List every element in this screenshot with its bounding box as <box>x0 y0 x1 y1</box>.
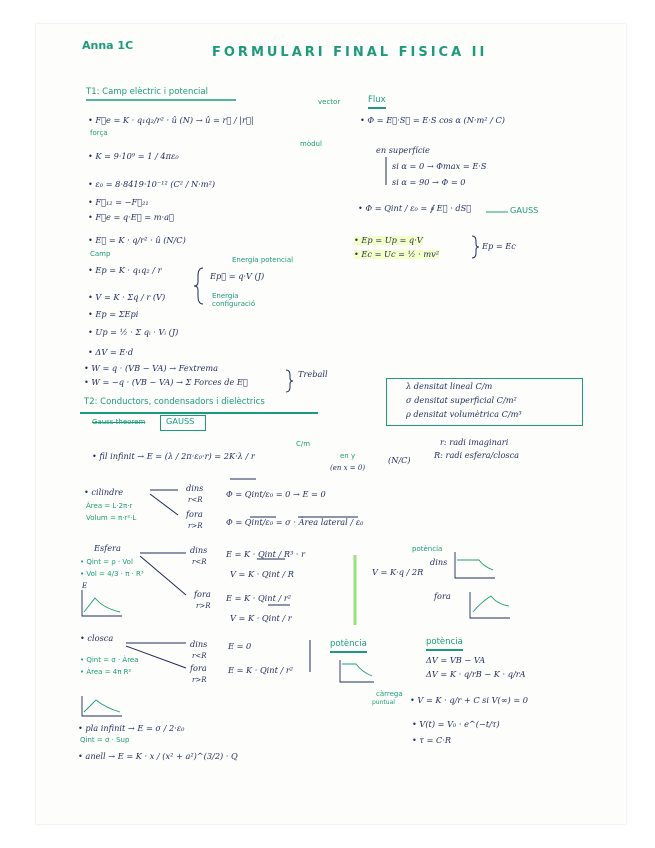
clos-dins-r: r<R <box>192 652 207 660</box>
v-center: V = K·q / 2R <box>372 567 424 577</box>
energia-config-note: Energia configuració <box>212 292 256 309</box>
esf-pot-fora: fora <box>434 591 451 601</box>
puntual-note: puntual <box>372 699 395 706</box>
potencial-sum: • V = K · Σq / r (V) <box>88 292 166 302</box>
ep-qv: Ep⃗ = q·V (J) <box>210 271 265 281</box>
clos-dins-eq: E = 0 <box>228 641 252 651</box>
cil-dins-eq: Φ = Qint/ε₀ = 0 → E = 0 <box>226 489 326 499</box>
flux-si0: si α = 0 → Φmax = E·S <box>392 161 487 171</box>
camp-note: Camp <box>90 250 111 258</box>
gauss-tag: GAUSS <box>166 416 195 426</box>
en-superficie: en superfície <box>376 145 430 155</box>
en-y: en y <box>340 452 356 460</box>
crossed-out: Gauss theorem <box>92 418 146 426</box>
e-graph-label: E <box>82 582 88 590</box>
cil-fora-eq: Φ = Qint/ε₀ = σ · Àrea lateral / ε₀ <box>226 517 364 527</box>
v-point: • V = K · q/r + C si V(∞) = 0 <box>410 695 528 705</box>
esf-dins-v: V = K · Qint / R <box>230 569 294 579</box>
cilindre-label: • cilindre <box>84 487 124 497</box>
flux-si90: si α = 90 → Φ = 0 <box>392 177 466 187</box>
densitat-superficial: σ densitat superficial C/m² <box>406 395 517 405</box>
ep-up: • Ep = Up = q·V <box>354 235 423 245</box>
ep-ec: Ep = Ec <box>482 241 516 251</box>
esf-dins-e: E = K · Qint / R³ · r <box>226 549 305 559</box>
carga-note: càrrega <box>376 690 403 698</box>
fil-infinit: • fil infinit → E = (λ / 2π·ε₀·r) = 2K·λ / r <box>92 451 255 461</box>
pla-qint: Qint = σ · Sup <box>80 736 130 744</box>
flux-heading: Flux <box>368 96 386 109</box>
treball-note: Treball <box>298 369 328 379</box>
pla-infinit: • pla infinit → E = σ / 2·ε₀ <box>78 723 185 733</box>
gauss-equation: • Φ = Qint / ε₀ = ∮ E⃗ · dS⃗ <box>358 203 472 213</box>
t1-heading: T1: Camp elèctric i potencial <box>86 87 208 97</box>
nc-unit: (N/C) <box>388 455 411 465</box>
cil-dins-r: r<R <box>188 496 203 504</box>
esf-fora-e: E = K · Qint / r² <box>226 593 292 603</box>
esf-fora-r: r>R <box>196 602 211 610</box>
ec-eq: • Ec = Uc = ½ · mv² <box>354 249 440 259</box>
energia-potencial-note: Energia potencial <box>232 256 294 264</box>
esf-dins-label: dins <box>190 545 208 555</box>
fe-qe: • F⃗e = q·E⃗ = m·a⃗ <box>88 212 174 222</box>
esfera-vol: • Vol = 4/3 · π · R³ <box>80 570 144 578</box>
cm-note: C/m <box>296 440 311 448</box>
radi-esfera: R: radi esfera/closca <box>434 450 520 460</box>
dv-eq: • ΔV = E·d <box>88 347 134 357</box>
work-field: • W = −q · (VB − VA) → Σ Forces de E⃗ <box>84 377 248 387</box>
ep-sum: • Ep = ΣEpi <box>88 309 139 319</box>
coulomb-law: • F⃗e = K · q₁q₂/r² · û (N) → û = r⃗ / |r⃗| <box>88 115 254 125</box>
densitat-lineal: λ densitat lineal C/m <box>406 381 493 391</box>
radi-imaginari: r: radi imaginari <box>440 437 509 447</box>
closca-label: • closca <box>80 633 114 643</box>
flux-def: • Φ = E⃗·S⃗ = E·S cos α (N·m² / C) <box>360 115 505 125</box>
cil-dins-label: dins <box>186 483 204 493</box>
author-name: Anna 1C <box>82 39 134 52</box>
modul-note: mòdul <box>300 140 322 148</box>
energia-potencial-eq: • Ep = K · q₁q₂ / r <box>88 265 162 275</box>
volum-cilindre: Volum = π·r²·L <box>86 514 137 522</box>
gauss-label: GAUSS <box>510 205 539 215</box>
clos-fora-r: r>R <box>192 676 207 684</box>
camp-electric: • E⃗ = K · q/r² · û (N/C) <box>88 235 186 245</box>
esf-fora-v: V = K · Qint / r <box>230 613 292 623</box>
potencia-graph-label: potència <box>330 640 367 653</box>
esf-dins-r: r<R <box>192 558 207 566</box>
work-extern: • W = q · (VB − VA) → Fextrema <box>84 363 219 373</box>
cil-fora-label: fora <box>186 509 203 519</box>
vector-note: vector <box>318 98 341 106</box>
potencia-heading: potència <box>426 638 463 651</box>
anell: • anell → E = K · x / (x² + a²)^(3/2) · Q <box>78 751 238 761</box>
t2-heading: T2: Conductors, condensadors i dielèctrics <box>84 397 265 407</box>
esf-pot-dins: dins <box>430 557 448 567</box>
epsilon0: • ε₀ = 8·8419·10⁻¹² (C² / N·m²) <box>88 179 216 189</box>
clos-fora-eq: E = K · Qint / r² <box>228 665 294 675</box>
area-cilindre: Àrea = L·2π·r <box>86 502 133 510</box>
f12-law: • F⃗₁₂ = −F⃗₂₁ <box>88 197 149 207</box>
closca-area: • Àrea = 4π R² <box>80 668 132 676</box>
esf-fora-label: fora <box>194 589 211 599</box>
densitat-volumetrica: ρ densitat volumètrica C/m³ <box>406 409 522 419</box>
forca-note: força <box>90 129 108 137</box>
clos-dins-label: dins <box>190 639 208 649</box>
cil-fora-r: r>R <box>188 522 203 530</box>
closca-qint: • Qint = σ · Àrea <box>80 656 139 664</box>
esfera-label: Esfera <box>94 543 121 553</box>
v-t: • V(t) = V₀ · e^(−t/τ) <box>412 719 500 729</box>
k-constant: • K = 9·10⁹ = 1 / 4πε₀ <box>88 151 179 161</box>
potencia-label: potència <box>412 545 443 553</box>
esfera-qint: • Qint = ρ · Vol <box>80 558 133 566</box>
tau-eq: • τ = C·R <box>412 735 452 745</box>
en-x: (en x = 0) <box>330 464 366 472</box>
clos-fora-label: fora <box>190 663 207 673</box>
page-title: FORMULARI FINAL FISICA II <box>212 45 488 60</box>
dv-point: ΔV = K · q/rB − K · q/rA <box>426 669 526 679</box>
dv-def: ΔV = VB − VA <box>426 655 486 665</box>
up-eq: • Up = ½ · Σ qᵢ · Vᵢ (J) <box>88 327 179 337</box>
